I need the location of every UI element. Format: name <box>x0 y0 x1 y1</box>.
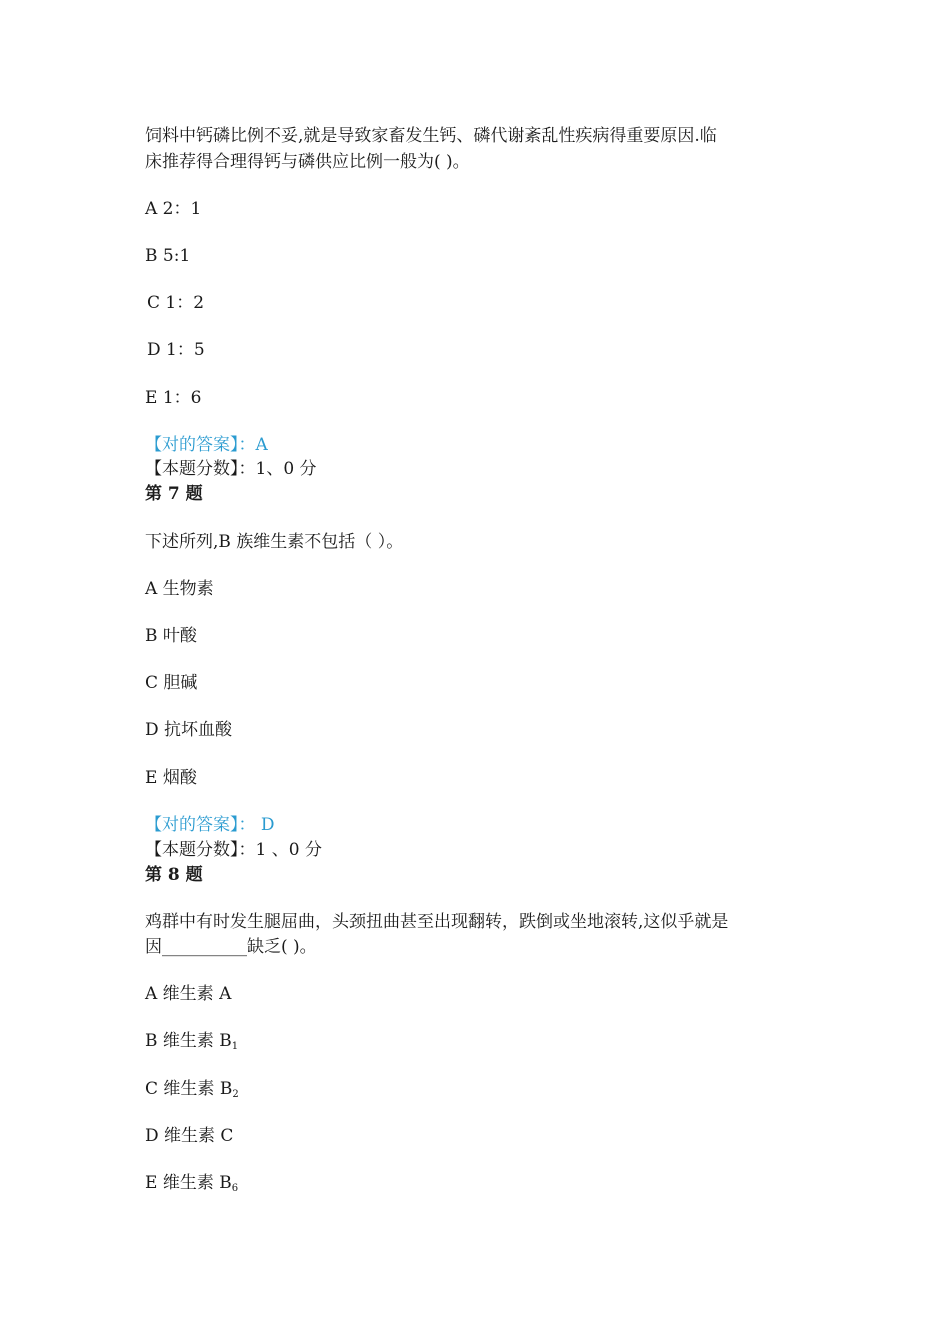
q8-option-c-subscript: 2 <box>232 1089 239 1100</box>
q6-stem-line1: 饲料中钙磷比例不妥,就是导致家畜发生钙、磷代谢紊乱性疾病得重要原因.临 <box>145 126 717 146</box>
q8-option-c <box>145 1077 239 1107</box>
q6-score: 【本题分数】：1、0 分 <box>145 459 317 479</box>
q7-option-c: C 胆碱 <box>145 673 198 693</box>
q6-option-e: E 1：6 <box>145 388 202 408</box>
q7-answer: 【对的答案】： D <box>145 815 275 835</box>
q7-score: 【本题分数】：1 、0 分 <box>145 840 322 860</box>
q8-option-e-text: E 维生素 B <box>145 1173 232 1193</box>
q8-option-c-text: C 维生素 B <box>145 1079 233 1099</box>
q8-stem-line1: 鸡群中有时发生腿屈曲，头颈扭曲甚至出现翻转，跌倒或坐地滚转,这似乎就是 <box>145 912 729 932</box>
q8-option-b <box>145 1029 238 1059</box>
q8-option-b-subscript: 1 <box>231 1041 239 1052</box>
q8-option-a: A 维生素 A <box>145 984 232 1004</box>
q6-stem-line2: 床推荐得合理得钙与磷供应比例一般为( )。 <box>145 152 470 172</box>
q8-option-e-subscript: 6 <box>231 1183 239 1194</box>
q6-option-a: A 2：1 <box>145 199 202 219</box>
q8-title: 第 8 题 <box>145 865 203 885</box>
q7-stem: 下述所列,B 族维生素不包括（ ）。 <box>145 532 404 552</box>
q6-option-d: D 1：5 <box>147 340 205 360</box>
q8-option-e <box>145 1171 238 1201</box>
q6-option-b: B 5:1 <box>145 246 191 266</box>
q7-title: 第 7 题 <box>145 484 203 504</box>
q6-option-c: C 1：2 <box>147 293 205 313</box>
q6-answer: 【对的答案】：A <box>145 435 268 455</box>
q7-option-a: A 生物素 <box>145 579 214 599</box>
q8-option-d: D 维生素 C <box>145 1126 234 1146</box>
q7-option-d: D 抗坏血酸 <box>145 720 233 740</box>
q8-option-b-text: B 维生素 B <box>145 1031 232 1051</box>
q7-option-e: E 烟酸 <box>145 768 197 788</box>
q7-option-b: B 叶酸 <box>145 626 197 646</box>
q8-stem-line2: 因__________缺乏( )。 <box>145 937 317 957</box>
